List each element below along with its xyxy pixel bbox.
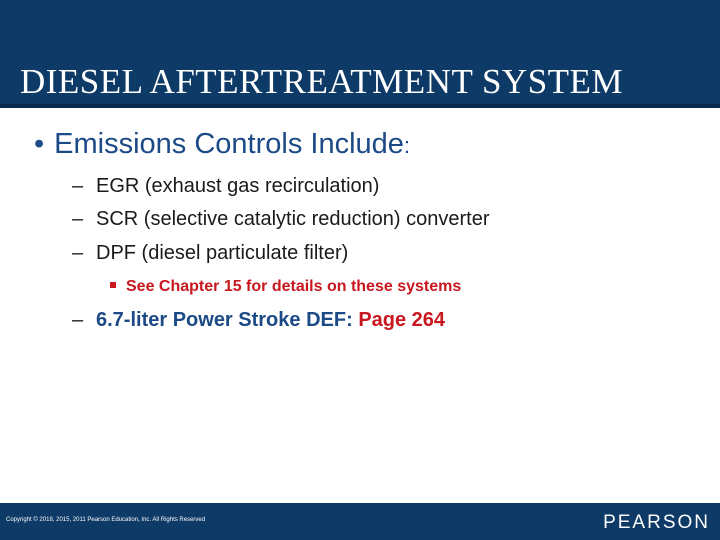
sub-item-text: DPF (diesel particulate filter) (96, 242, 349, 264)
slide-title: DIESEL AFTERTREATMENT SYSTEM (20, 62, 624, 101)
square-bullet-icon (110, 282, 116, 288)
dash-icon: – (72, 208, 84, 230)
main-bullet-text: Emissions Controls Include (54, 128, 404, 160)
sub-item-egr (72, 175, 379, 198)
main-bullet (34, 128, 410, 161)
pearson-logo: PEARSON (603, 512, 710, 533)
sub-item-text: EGR (exhaust gas recirculation) (96, 175, 380, 197)
reference-page: Page 264 (358, 309, 446, 331)
sub-item-scr (72, 208, 489, 231)
sub-item-text: SCR (selective catalytic reduction) converter (96, 208, 490, 230)
chapter-note (110, 278, 461, 296)
dash-icon: – (72, 309, 84, 331)
dash-icon: – (72, 242, 84, 264)
copyright-text: Copyright © 2018, 2015, 2011 Pearson Education, Inc. All Rights Reserved (6, 517, 206, 523)
sub-item-dpf (72, 242, 348, 265)
page-reference (72, 309, 445, 332)
footer-bar (0, 503, 720, 540)
dash-icon: – (72, 175, 84, 197)
bullet-icon: • (34, 128, 45, 160)
title-bar-underline (0, 104, 720, 108)
reference-label: 6.7-liter Power Stroke DEF: (96, 309, 353, 331)
title-bar (0, 0, 720, 108)
chapter-note-text: See Chapter 15 for details on these systems (126, 278, 462, 295)
main-bullet-colon: : (403, 133, 411, 158)
